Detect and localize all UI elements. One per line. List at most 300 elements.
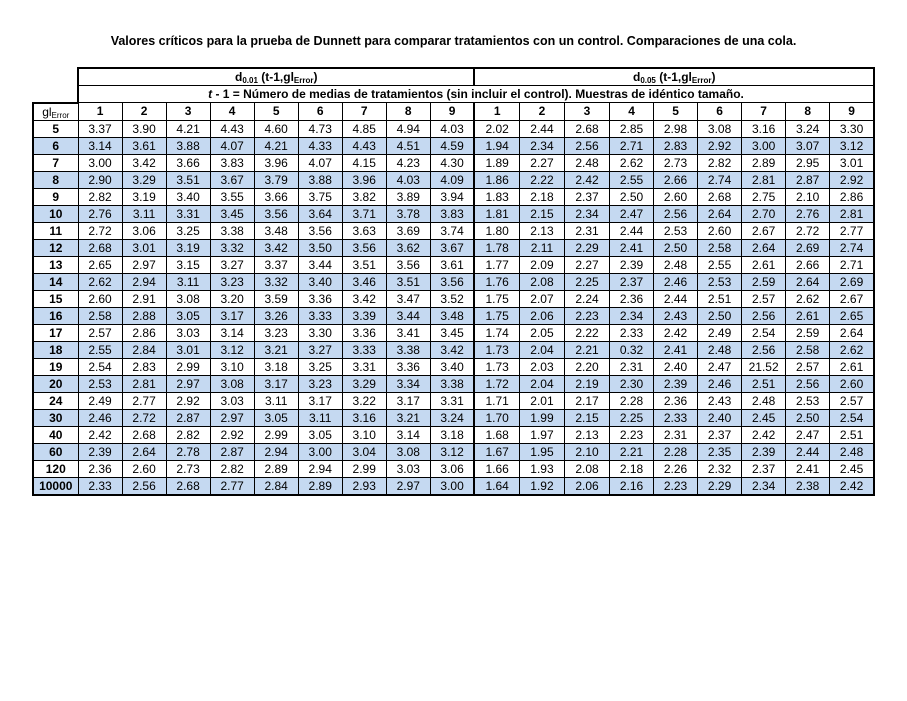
table-cell: 2.64 (786, 273, 830, 290)
table-cell: 3.03 (166, 324, 210, 341)
table-cell: 3.07 (786, 137, 830, 154)
table-cell: 3.38 (210, 222, 254, 239)
column-header-row (33, 103, 874, 121)
table-cell: 2.77 (830, 222, 874, 239)
table-cell: 2.13 (519, 222, 564, 239)
table-cell: 3.27 (210, 256, 254, 273)
table-cell: 21.52 (742, 358, 786, 375)
table-cell: 2.99 (342, 460, 386, 477)
table-cell: 2.74 (698, 171, 742, 188)
column-header: 3 (166, 103, 210, 121)
table-cell: 2.71 (830, 256, 874, 273)
table-cell: 3.23 (298, 375, 342, 392)
table-cell: 2.34 (742, 477, 786, 495)
table-cell: 2.51 (742, 375, 786, 392)
table-cell: 3.08 (210, 375, 254, 392)
table-cell: 2.81 (122, 375, 166, 392)
table-cell: 2.68 (122, 426, 166, 443)
table-cell: 3.24 (786, 120, 830, 137)
table-cell: 2.92 (830, 171, 874, 188)
row-header-gl: 20 (33, 375, 78, 392)
table-cell: 4.85 (342, 120, 386, 137)
table-cell: 3.42 (254, 239, 298, 256)
table-cell: 2.49 (698, 324, 742, 341)
group-header-alpha-001 (78, 68, 474, 86)
table-cell: 2.71 (610, 137, 654, 154)
table-cell: 4.21 (254, 137, 298, 154)
table-cell: 3.27 (298, 341, 342, 358)
table-cell: 2.76 (78, 205, 122, 222)
table-row (33, 120, 874, 137)
table-cell: 2.77 (122, 392, 166, 409)
table-cell: 2.09 (519, 256, 564, 273)
table-cell: 3.64 (298, 205, 342, 222)
table-cell: 4.09 (430, 171, 474, 188)
table-cell: 2.82 (78, 188, 122, 205)
table-cell: 2.67 (742, 222, 786, 239)
table-cell: 3.62 (386, 239, 430, 256)
table-cell: 3.36 (386, 358, 430, 375)
table-cell: 3.15 (166, 256, 210, 273)
table-cell: 3.66 (166, 154, 210, 171)
table-cell: 2.86 (830, 188, 874, 205)
table-cell: 1.83 (474, 188, 519, 205)
table-cell: 1.66 (474, 460, 519, 477)
table-cell: 3.17 (254, 375, 298, 392)
table-cell: 3.21 (386, 409, 430, 426)
table-row (33, 256, 874, 273)
table-cell: 3.30 (298, 324, 342, 341)
table-row (33, 188, 874, 205)
table-cell: 3.90 (122, 120, 166, 137)
table-cell: 4.51 (386, 137, 430, 154)
table-cell: 3.83 (430, 205, 474, 222)
table-cell: 2.37 (610, 273, 654, 290)
table-cell: 1.95 (519, 443, 564, 460)
table-cell: 2.66 (786, 256, 830, 273)
table-cell: 3.41 (386, 324, 430, 341)
table-cell: 2.48 (564, 154, 609, 171)
table-cell: 2.07 (519, 290, 564, 307)
table-cell: 2.10 (786, 188, 830, 205)
table-cell: 2.88 (122, 307, 166, 324)
table-cell: 2.08 (564, 460, 609, 477)
table-cell: 2.01 (519, 392, 564, 409)
table-cell: 2.29 (698, 477, 742, 495)
table-cell: 3.44 (386, 307, 430, 324)
table-cell: 2.59 (786, 324, 830, 341)
table-cell: 3.06 (122, 222, 166, 239)
table-cell: 3.46 (342, 273, 386, 290)
table-cell: 1.73 (474, 341, 519, 358)
subtitle-text: - 1 = Número de medias de tratamientos (sin incluir el control). Muestras de idéntico tamaño. (212, 87, 744, 101)
table-row (33, 375, 874, 392)
table-cell: 3.18 (430, 426, 474, 443)
column-header: 8 (386, 103, 430, 121)
table-cell: 2.82 (698, 154, 742, 171)
table-cell: 2.84 (122, 341, 166, 358)
table-cell: 2.87 (166, 409, 210, 426)
row-header-gl: 10 (33, 205, 78, 222)
group-header-level: 0.01 (242, 76, 258, 85)
table-cell: 2.31 (610, 358, 654, 375)
table-cell: 2.90 (78, 171, 122, 188)
table-row (33, 307, 874, 324)
table-cell: 2.54 (742, 324, 786, 341)
table-cell: 3.56 (386, 256, 430, 273)
table-cell: 3.31 (430, 392, 474, 409)
table-cell: 3.96 (342, 171, 386, 188)
table-cell: 3.56 (342, 239, 386, 256)
table-row (33, 273, 874, 290)
column-header: 1 (78, 103, 122, 121)
table-cell: 2.47 (610, 205, 654, 222)
table-cell: 1.73 (474, 358, 519, 375)
group-header-prefix: d (632, 70, 641, 84)
table-cell: 2.15 (519, 205, 564, 222)
table-cell: 2.21 (564, 341, 609, 358)
group-header-sub: Error (691, 76, 712, 85)
gl-label-main: gl (42, 104, 52, 119)
table-cell: 3.11 (254, 392, 298, 409)
table-cell: 2.95 (786, 154, 830, 171)
table-cell: 1.71 (474, 392, 519, 409)
row-header-gl: 11 (33, 222, 78, 239)
table-cell: 4.15 (342, 154, 386, 171)
table-cell: 2.34 (610, 307, 654, 324)
table-cell: 2.42 (78, 426, 122, 443)
column-header: 4 (610, 103, 654, 121)
table-cell: 2.27 (564, 256, 609, 273)
table-cell: 1.75 (474, 307, 519, 324)
table-row (33, 222, 874, 239)
table-cell: 2.23 (564, 307, 609, 324)
row-header-gl: 8 (33, 171, 78, 188)
table-cell: 2.69 (830, 273, 874, 290)
table-cell: 2.99 (254, 426, 298, 443)
table-cell: 3.26 (254, 307, 298, 324)
row-header-gl: 16 (33, 307, 78, 324)
table-cell: 2.81 (742, 171, 786, 188)
table-cell: 3.69 (386, 222, 430, 239)
table-cell: 3.40 (166, 188, 210, 205)
table-cell: 2.97 (210, 409, 254, 426)
table-cell: 1.64 (474, 477, 519, 495)
table-cell: 2.50 (786, 409, 830, 426)
table-cell: 2.73 (654, 154, 698, 171)
table-cell: 1.97 (519, 426, 564, 443)
table-cell: 2.02 (474, 120, 519, 137)
table-cell: 2.39 (78, 443, 122, 460)
group-header-suffix: ) (711, 70, 716, 84)
table-cell: 3.08 (698, 120, 742, 137)
table-cell: 3.59 (254, 290, 298, 307)
table-cell: 1.80 (474, 222, 519, 239)
table-cell: 2.92 (166, 392, 210, 409)
table-cell: 2.64 (122, 443, 166, 460)
table-cell: 3.36 (342, 324, 386, 341)
table-cell: 2.53 (698, 273, 742, 290)
row-header-gl: 5 (33, 120, 78, 137)
table-cell: 2.57 (742, 290, 786, 307)
table-cell: 2.30 (610, 375, 654, 392)
table-cell: 3.00 (78, 154, 122, 171)
table-cell: 2.44 (610, 222, 654, 239)
table-cell: 3.17 (298, 392, 342, 409)
table-cell: 3.45 (210, 205, 254, 222)
table-cell: 4.43 (210, 120, 254, 137)
table-cell: 1.89 (474, 154, 519, 171)
table-cell: 1.94 (474, 137, 519, 154)
dunnett-critical-values-table (32, 67, 875, 496)
table-cell: 2.18 (519, 188, 564, 205)
table-cell: 2.72 (78, 222, 122, 239)
table-cell: 2.46 (654, 273, 698, 290)
table-cell: 2.56 (564, 137, 609, 154)
table-cell: 2.64 (742, 239, 786, 256)
table-row (33, 341, 874, 358)
column-header: 7 (342, 103, 386, 121)
corner-blank (33, 86, 78, 103)
table-cell: 2.94 (122, 273, 166, 290)
table-cell: 2.48 (654, 256, 698, 273)
table-cell: 1.77 (474, 256, 519, 273)
column-header: 5 (254, 103, 298, 121)
table-cell: 3.37 (78, 120, 122, 137)
table-cell: 3.05 (298, 426, 342, 443)
table-cell: 2.37 (564, 188, 609, 205)
table-cell: 2.43 (654, 307, 698, 324)
table-cell: 2.05 (519, 324, 564, 341)
table-cell: 4.21 (166, 120, 210, 137)
table-cell: 3.51 (166, 171, 210, 188)
row-header-gl: 40 (33, 426, 78, 443)
table-cell: 3.03 (386, 460, 430, 477)
table-cell: 2.58 (786, 341, 830, 358)
table-cell: 3.66 (254, 188, 298, 205)
table-cell: 3.79 (254, 171, 298, 188)
table-cell: 2.97 (166, 375, 210, 392)
table-cell: 2.89 (298, 477, 342, 495)
table-cell: 2.34 (564, 205, 609, 222)
table-cell: 2.54 (830, 409, 874, 426)
table-cell: 1.93 (519, 460, 564, 477)
table-cell: 2.84 (254, 477, 298, 495)
column-header: 9 (830, 103, 874, 121)
row-header-gl: 12 (33, 239, 78, 256)
table-cell: 3.51 (342, 256, 386, 273)
table-cell: 2.29 (564, 239, 609, 256)
table-cell: 3.30 (830, 120, 874, 137)
table-cell: 2.61 (786, 307, 830, 324)
table-cell: 3.74 (430, 222, 474, 239)
table-subtitle (78, 86, 874, 103)
table-cell: 2.43 (698, 392, 742, 409)
table-cell: 2.23 (654, 477, 698, 495)
table-cell: 3.16 (742, 120, 786, 137)
table-cell: 2.57 (830, 392, 874, 409)
column-header: 4 (210, 103, 254, 121)
table-cell: 3.33 (342, 341, 386, 358)
table-cell: 2.66 (654, 171, 698, 188)
table-cell: 2.41 (786, 460, 830, 477)
table-cell: 2.37 (698, 426, 742, 443)
table-cell: 2.46 (78, 409, 122, 426)
table-cell: 2.39 (742, 443, 786, 460)
table-cell: 2.76 (786, 205, 830, 222)
group-header-sub: Error (293, 76, 314, 85)
table-cell: 2.31 (564, 222, 609, 239)
table-cell: 2.57 (786, 358, 830, 375)
table-cell: 2.60 (830, 375, 874, 392)
table-cell: 2.42 (830, 477, 874, 495)
table-row (33, 154, 874, 171)
table-cell: 0.32 (610, 341, 654, 358)
table-cell: 3.29 (342, 375, 386, 392)
table-cell: 3.11 (122, 205, 166, 222)
table-cell: 2.33 (78, 477, 122, 495)
table-cell: 2.73 (166, 460, 210, 477)
table-cell: 2.11 (519, 239, 564, 256)
table-cell: 1.75 (474, 290, 519, 307)
table-cell: 2.68 (78, 239, 122, 256)
table-cell: 3.01 (166, 341, 210, 358)
table-cell: 2.47 (786, 426, 830, 443)
table-cell: 4.07 (210, 137, 254, 154)
table-cell: 3.01 (830, 154, 874, 171)
table-cell: 3.47 (386, 290, 430, 307)
table-cell: 2.92 (210, 426, 254, 443)
table-cell: 3.24 (430, 409, 474, 426)
table-cell: 3.67 (430, 239, 474, 256)
table-cell: 3.25 (166, 222, 210, 239)
table-cell: 3.25 (298, 358, 342, 375)
table-cell: 2.64 (830, 324, 874, 341)
table-cell: 2.61 (830, 358, 874, 375)
table-cell: 2.17 (564, 392, 609, 409)
table-cell: 2.81 (830, 205, 874, 222)
row-header-gl: 30 (33, 409, 78, 426)
table-cell: 3.19 (166, 239, 210, 256)
table-cell: 2.89 (254, 460, 298, 477)
table-cell: 3.08 (166, 290, 210, 307)
group-header-mid: (t-1,gl (257, 70, 294, 84)
table-cell: 3.32 (210, 239, 254, 256)
table-row (33, 460, 874, 477)
table-cell: 2.28 (610, 392, 654, 409)
table-row (33, 239, 874, 256)
table-cell: 2.36 (78, 460, 122, 477)
table-cell: 3.06 (430, 460, 474, 477)
table-cell: 3.29 (122, 171, 166, 188)
table-cell: 2.60 (654, 188, 698, 205)
table-cell: 3.21 (254, 341, 298, 358)
table-cell: 2.77 (210, 477, 254, 495)
column-header: 6 (698, 103, 742, 121)
table-cell: 2.50 (654, 239, 698, 256)
table-cell: 2.67 (830, 290, 874, 307)
table-row (33, 358, 874, 375)
table-cell: 2.75 (742, 188, 786, 205)
column-header: 3 (564, 103, 609, 121)
table-cell: 2.25 (610, 409, 654, 426)
table-cell: 3.42 (342, 290, 386, 307)
column-header: 2 (519, 103, 564, 121)
table-cell: 2.42 (564, 171, 609, 188)
table-cell: 2.51 (698, 290, 742, 307)
table-cell: 2.42 (654, 324, 698, 341)
table-cell: 2.78 (166, 443, 210, 460)
row-header-gl: 10000 (33, 477, 78, 495)
table-row (33, 443, 874, 460)
gl-error-header (33, 103, 78, 121)
table-cell: 3.55 (210, 188, 254, 205)
table-cell: 3.94 (430, 188, 474, 205)
table-cell: 2.53 (786, 392, 830, 409)
table-cell: 2.48 (830, 443, 874, 460)
table-cell: 2.94 (298, 460, 342, 477)
table-cell: 3.12 (430, 443, 474, 460)
table-cell: 4.94 (386, 120, 430, 137)
table-cell: 2.93 (342, 477, 386, 495)
table-cell: 2.60 (78, 290, 122, 307)
table-cell: 2.23 (610, 426, 654, 443)
table-cell: 3.00 (430, 477, 474, 495)
table-cell: 3.05 (166, 307, 210, 324)
table-cell: 3.50 (298, 239, 342, 256)
table-cell: 3.63 (342, 222, 386, 239)
table-cell: 2.33 (610, 324, 654, 341)
table-cell: 4.73 (298, 120, 342, 137)
group-header-suffix: ) (313, 70, 318, 84)
table-cell: 2.83 (122, 358, 166, 375)
table-cell: 2.56 (742, 341, 786, 358)
table-cell: 3.39 (342, 307, 386, 324)
table-cell: 3.01 (122, 239, 166, 256)
table-cell: 2.04 (519, 375, 564, 392)
table-cell: 2.36 (654, 392, 698, 409)
group-header-level: 0.05 (640, 76, 656, 85)
table-cell: 2.44 (786, 443, 830, 460)
table-cell: 3.36 (298, 290, 342, 307)
table-cell: 3.40 (298, 273, 342, 290)
table-cell: 1.86 (474, 171, 519, 188)
table-cell: 1.81 (474, 205, 519, 222)
table-cell: 3.56 (298, 222, 342, 239)
table-cell: 4.33 (298, 137, 342, 154)
table-cell: 2.68 (166, 477, 210, 495)
table-cell: 3.96 (254, 154, 298, 171)
table-cell: 2.56 (786, 375, 830, 392)
table-cell: 3.33 (298, 307, 342, 324)
table-cell: 4.59 (430, 137, 474, 154)
table-cell: 2.56 (742, 307, 786, 324)
table-cell: 3.20 (210, 290, 254, 307)
row-header-gl: 19 (33, 358, 78, 375)
row-header-gl: 120 (33, 460, 78, 477)
table-cell: 3.16 (342, 409, 386, 426)
row-header-gl: 24 (33, 392, 78, 409)
table-cell: 2.97 (386, 477, 430, 495)
table-row (33, 477, 874, 495)
table-cell: 2.40 (698, 409, 742, 426)
table-cell: 1.74 (474, 324, 519, 341)
table-cell: 2.35 (698, 443, 742, 460)
row-header-gl: 15 (33, 290, 78, 307)
table-cell: 1.76 (474, 273, 519, 290)
table-cell: 4.60 (254, 120, 298, 137)
table-cell: 2.20 (564, 358, 609, 375)
